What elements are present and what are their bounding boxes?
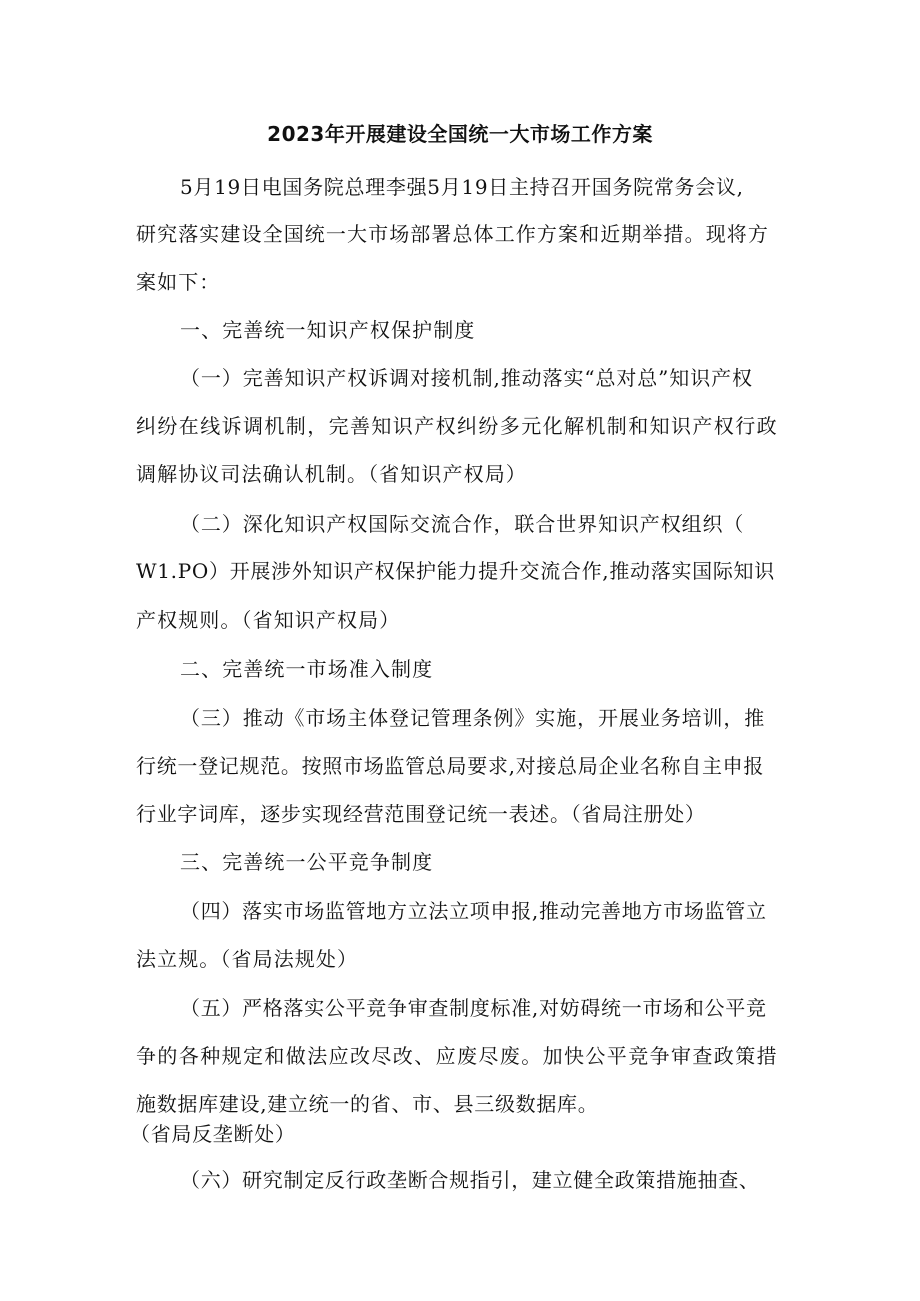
section-heading: 二、完善统一市场准入制度 [180, 657, 434, 681]
paragraph-line: W1.PO）开展涉外知识产权保护能力提升交流合作,推动落实国际知识 [136, 559, 775, 583]
paragraph-line: 行业字词库，逐步实现经营范围登记统一表述。（省局注册处） [136, 802, 706, 826]
paragraph-line: 产权规则。（省知识产权局） [136, 608, 401, 632]
paragraph-line: （二）深化知识产权国际交流合作，联合世界知识产权组织（ [180, 512, 745, 536]
paragraph-line: 研究落实建设全国统一大市场部署总体工作方案和近期举措。现将方 [136, 222, 769, 246]
paragraph-line: 法立规。（省局法规处） [136, 947, 359, 971]
paragraph-line: （一）完善知识产权诉调对接机制,推动落实“总对总”知识产权 [180, 366, 753, 390]
paragraph-line: （六）研究制定反行政垄断合规指引，建立健全政策措施抽查、 [180, 1168, 760, 1192]
paragraph-line: 争的各种规定和做法应改尽改、应废尽废。加快公平竞争审查政策措 [136, 1044, 778, 1068]
paragraph-line: （三）推动《市场主体登记管理条例》实施，开展业务培训，推 [180, 706, 766, 730]
document-title: 2023年开展建设全国统一大市场工作方案 [267, 122, 653, 146]
paragraph-line: 案如下： [136, 270, 221, 294]
paragraph-line: 行统一登记规范。按照市场监管总局要求,对接总局企业名称自主申报 [136, 754, 765, 778]
paragraph-line: 5月19日电国务院总理李强5月19日主持召开国务院常务会议, [180, 175, 744, 199]
paragraph-line: 施数据库建设,建立统一的省、市、县三级数据库。 [136, 1092, 599, 1116]
section-heading: 三、完善统一公平竞争制度 [180, 850, 434, 874]
paragraph-line: 调解协议司法确认机制。（省知识产权局） [136, 462, 527, 486]
section-heading: 一、完善统一知识产权保护制度 [180, 318, 476, 342]
paragraph-line: （省局反垄断处） [130, 1122, 296, 1146]
paragraph-line: （五）严格落实公平竞争审查制度标准,对妨碍统一市场和公平竞 [180, 996, 767, 1020]
paragraph-line: 纠纷在线诉调机制，完善知识产权纠纷多元化解机制和知识产权行政 [136, 414, 778, 438]
paragraph-line: （四）落实市场监管地方立法立项申报,推动完善地方市场监管立 [180, 899, 767, 923]
